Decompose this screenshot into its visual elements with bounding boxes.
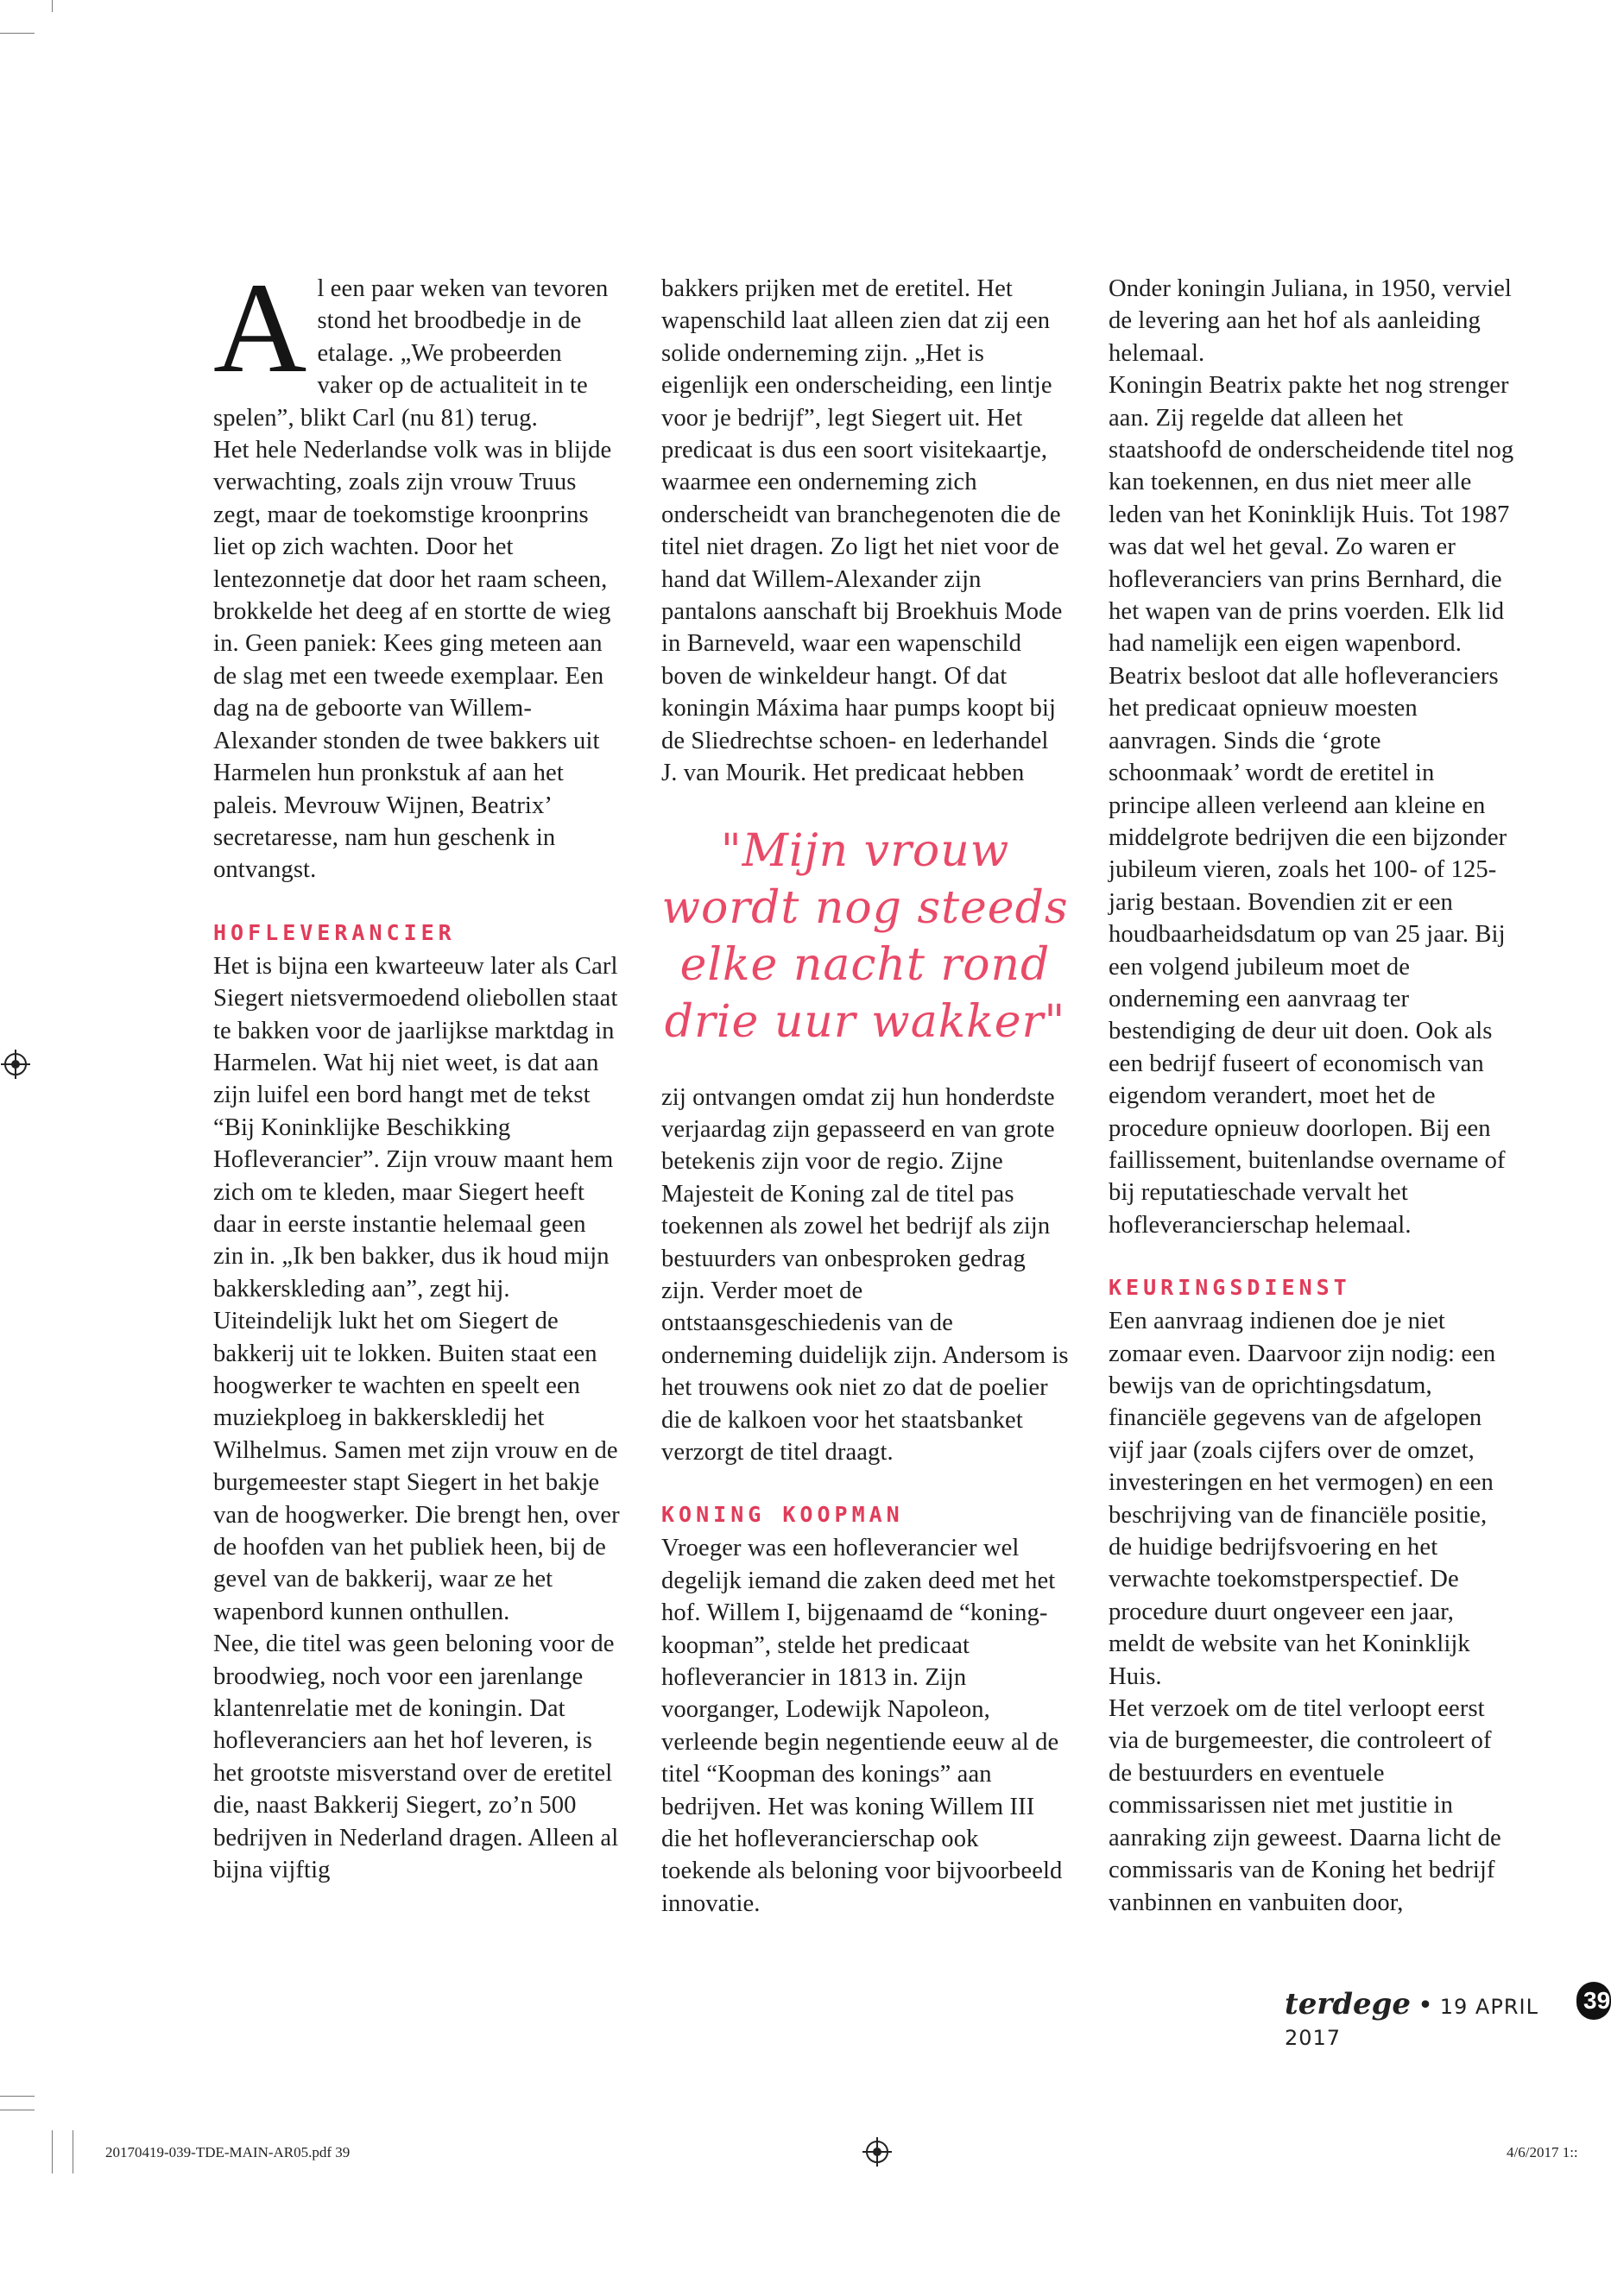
paragraph: Uiteindelijk lukt het om Siegert de bakkerij uit te lokken. Buiten staat een hoogwerker te wachten en speelt een muziekploeg in bakkerskledij het Wilhelmus. Samen met zijn vrouw en de burgemeester stapt Siegert in het bakje van de hoogwerker. Die brengt hen, over de hoofden van het publiek heen, bij de gevel van de bakkerij, waar ze het wapenbord kunnen onthullen.	[213, 1308, 620, 1625]
paragraph: Onder koningin Juliana, in 1950, verviel de levering aan het hof als aanleiding helemaal.	[1109, 275, 1512, 367]
registration-mark-bottom	[866, 2141, 888, 2163]
paragraph: Koningin Beatrix pakte het nog strenger aan. Zij regelde dat alleen het staatshoofd de onderscheidende titel nog kan toekennen, en dus niet meer alle leden van het Koninklijk Huis. Tot 1987 was dat wel het geval. Zo waren er hofleveranciers van prins Bernhard, die het wapen van de prins voerden. Elk lid had namelijk een eigen wapenbord.	[1109, 372, 1514, 658]
issue-date: 19 APRIL 2017	[1285, 1995, 1538, 2050]
registration-mark-left	[4, 1053, 27, 1075]
page-footer	[1285, 1987, 1593, 2052]
crop-mark-top-left-h	[0, 33, 35, 34]
paragraph: Al een paar weken van tevoren stond het broodbedje in de etalage. „We probeerden vaker op de actualiteit in te spelen”, blikt Carl (nu 81) terug.	[213, 256, 609, 432]
paragraph: Nee, die titel was geen beloning voor de broodwieg, noch voor een jarenlange klantenrelatie met de koningin. Dat hofleveranciers aan het hof leveren, is het grootste misverstand over de eretitel die, naast Bakkerij Siegert, zo’n 500 bedrijven in Nederland dragen. Alleen al bijna vijftig	[213, 1631, 619, 1884]
print-slug-timestamp: 4/6/2017 1::	[1507, 2144, 1578, 2160]
section-heading-hofleverancier: HOFLEVERANCIER	[213, 919, 456, 945]
page-number-tab: 39	[1576, 1982, 1611, 2020]
drop-cap: A	[213, 256, 307, 400]
section-heading-keuringsdienst: KEURINGSDIENST	[1109, 1275, 1351, 1301]
brand-logo: terdege	[1285, 1987, 1412, 2022]
paragraph: Het hele Nederlandse volk was in blijde verwachting, zoals zijn vrouw Truus zegt, maar de toekomstige kroonprins liet op zich wachten. Door het lentezonnetje dat door het raam scheen, brokkelde het deeg af en stortte de wieg in. Geen paniek: Kees ging meteen aan de slag met een tweede exemplaar. Een dag na de geboorte van Willem-Alexander stonden de twee bakkers uit Harmelen hun pronkstuk af aan het paleis. Mevrouw Wijnen, Beatrix’ secretaresse, nam hun geschenk in ontvangst.	[213, 437, 612, 884]
paragraph: Het is bijna een kwarteeuw later als Carl Siegert nietsvermoedend oliebollen staat te bakken voor de jaarlijkse marktdag in Harmelen. Wat hij niet weet, is dat aan zijn luifel een bord hangt met de tekst “Bij Koninklijke Beschikking Hofleverancier”. Zijn vrouw maant hem zich om te kleden, maar Siegert heeft daar in eerste instantie helemaal geen zin in. „Ik ben bakker, dus ik houd mijn bakkerskleding aan”, zegt hij.	[213, 952, 618, 1303]
paragraph: Het verzoek om de titel verloopt eerst via de burgemeester, die controleert of de bestuurders en eventuele commissarissen niet met justitie in aanraking zijn geweest. Daarna licht de commissaris van de Koning het bedrijf vanbinnen en vanbuiten door,	[1109, 1695, 1501, 1916]
article-column-2	[661, 273, 1069, 1920]
paragraph: Vroeger was een hofleverancier wel degelijk iemand die zaken deed met het hof. Willem I, bijgenaamd de “koning-koopman”, stelde het predicaat hofleverancier in 1813 in. Zijn voorganger, Lodewijk Napoleon, verleende begin negentiende eeuw al de titel “Koopman des konings” aan bedrijven. Het was koning Willem III die het hofleverancierschap ook toekende als beloning voor bijvoorbeeld innovatie.	[661, 1535, 1063, 1917]
paragraph: zij ontvangen omdat zij hun honderdste verjaardag zijn gepasseerd en van grote betekenis zijn voor de regio. Zijne Majesteit de Koning zal de titel pas toekennen als zowel het bedrijf als zijn bestuurders van onbesproken gedrag zijn. Verder moet de ontstaansgeschiedenis van de onderneming duidelijk zijn. Andersom is het trouwens ook niet zo dat de poelier die de kalkoen voor het staatsbanket verzorgt de titel draagt.	[661, 1083, 1069, 1466]
print-slug-file: 20170419-039-TDE-MAIN-AR05.pdf 39	[105, 2144, 351, 2160]
pull-quote: "Mijn vrouw wordt nog steeds elke nacht rond drie uur wakker"	[661, 824, 1069, 1048]
paragraph: Een aanvraag indienen doe je niet zomaar even. Daarvoor zijn nodig: een bewijs van de oprichtingsdatum, financiële gegevens van de afgelopen vijf jaar (zoals cijfers over de omzet, investeringen en het vermogen) en een beschrijving van de financiële positie, de huidige bedrijfsvoering en het verwachte toekomstperspectief. De procedure duurt ongeveer een jaar, meldt de website van het Koninklijk Huis.	[1109, 1308, 1496, 1690]
footer-separator: •	[1418, 1990, 1433, 2021]
section-heading-koning-koopman: KONING KOOPMAN	[661, 1502, 904, 1528]
paragraph: bakkers prijken met de eretitel. Het wapenschild laat alleen zien dat zij een solide onderneming zijn. „Het is eigenlijk een onderscheiding, een lintje voor je bedrijf”, legt Siegert uit. Het predicaat is dus een soort visitekaartje, waarmee een onderneming zich onderscheidt van branchegenoten die de titel niet dragen. Zo ligt het niet voor de hand dat Willem-Alexander zijn pantalons aanschaft bij Broekhuis Mode in Barneveld, waar een wapenschild boven de winkeldeur hangt. Of dat koningin Máxima haar pumps koopt bij de Sliedrechtse schoen- en lederhandel J. van Mourik. Het predicaat hebben	[661, 275, 1063, 787]
article-column-3	[1109, 273, 1516, 1919]
paragraph: Beatrix besloot dat alle hofleveranciers het predicaat opnieuw moesten aanvragen. Sinds die ‘grote schoonmaak’ wordt de eretitel in principe alleen verleend aan kleine en middelgrote bedrijven die een bijzonder jubileum vieren, zoals het 100- of 125-jarig bestaan. Bovendien zit er een houdbaarheidsdatum op van 25 jaar. Bij een volgend jubileum moet de onderneming een aanvraag ter bestendiging de deur uit doen. Ook als een bedrijf fuseert of economisch van eigendom verandert, moet het de procedure opnieuw doorlopen. Bij een faillissement, buitenlandse overname of bij reputatieschade vervalt het hofleverancierschap helemaal.	[1109, 662, 1507, 1239]
crop-mark-bottom-left-v	[52, 2130, 53, 2173]
article-column-1	[213, 256, 621, 1887]
crop-mark-bottom-left-h	[0, 2096, 35, 2097]
crop-mark-top-left-v	[52, 0, 53, 12]
